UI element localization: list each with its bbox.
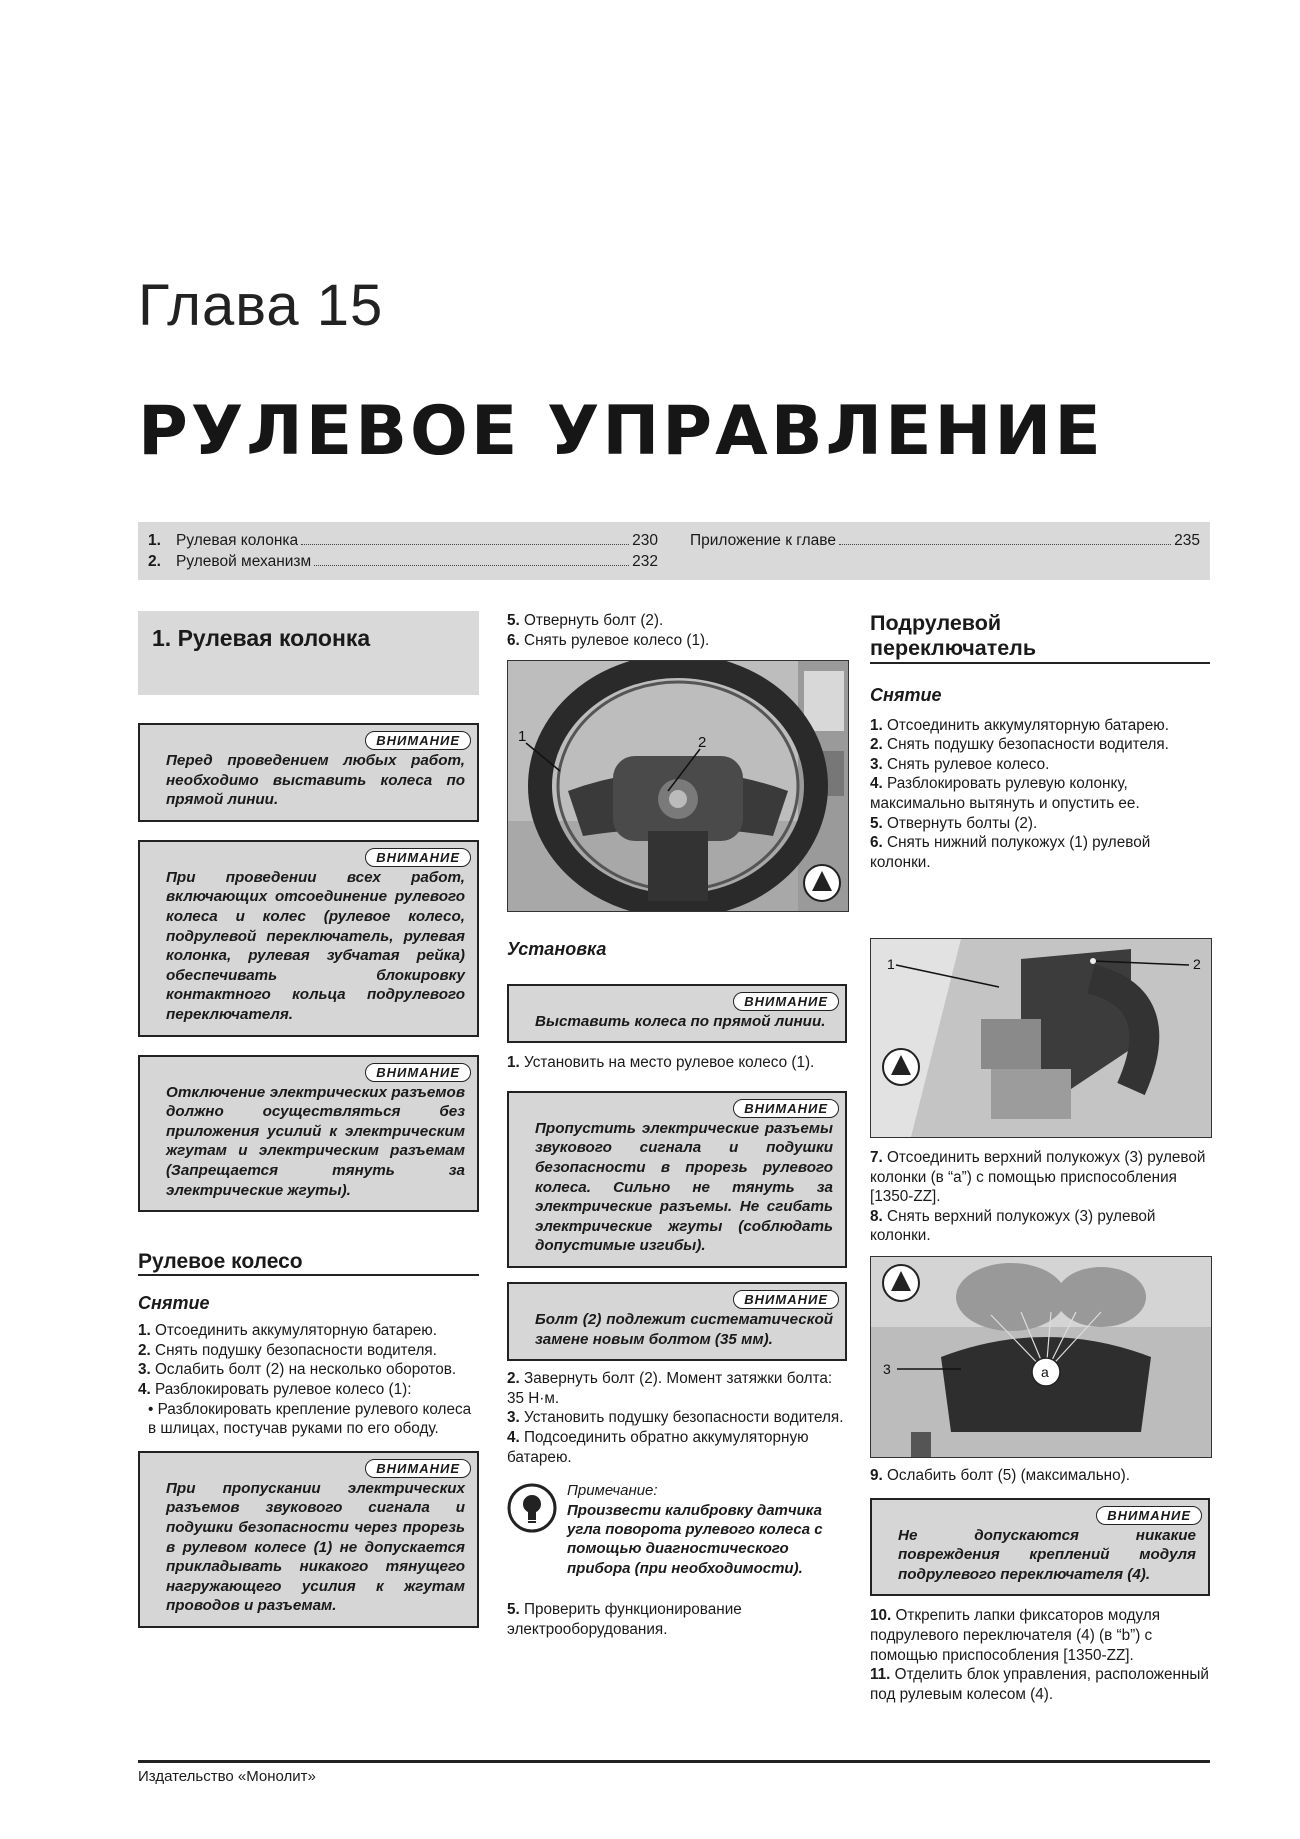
column-3-mid xyxy=(870,1148,1210,1246)
toc-item-appendix[interactable] xyxy=(690,532,1200,550)
chapter-label: Глава 15 xyxy=(138,273,384,338)
toc-label: Приложение к главе xyxy=(690,532,836,549)
toc-page: 232 xyxy=(632,553,658,570)
subsection-title: Рулевое колесо xyxy=(138,1252,479,1276)
step-item: 7. Отсоединить верхний полукожух (3) рулевой колонки (в “a”) с помощью приспособления [1350-ZZ]. xyxy=(870,1149,1206,1206)
step-item: 3. Ослабить болт (2) на несколько оборотов. xyxy=(138,1361,457,1379)
warning-box: ВНИМАНИЕ Пропустить электрические разъемы звукового сигнала и подушки безопасности в прорезь рулевого колеса. Сильно не тянуть за электрические разъемы. Не сгибать электрические жгуты (соблюдать допустимые изгибы). xyxy=(507,1091,847,1268)
photo-callout-a: a xyxy=(1041,1364,1049,1380)
warning-tag: ВНИМАНИЕ xyxy=(733,1099,839,1118)
step-item: 8. Снять верхний полукожух (3) рулевой колонки. xyxy=(870,1207,1156,1245)
publisher: Издательство «Монолит» xyxy=(138,1768,316,1785)
step-item: 5. Проверить функционирование электрооборудования. xyxy=(507,1601,742,1638)
column-2-lower xyxy=(507,940,847,1639)
photo-callout-2: 2 xyxy=(698,734,707,751)
warning-tag: ВНИМАНИЕ xyxy=(365,1063,471,1082)
step-item: 1. Установить на место рулевое колесо (1). xyxy=(507,1054,815,1072)
photo-callout-1: 1 xyxy=(518,728,527,745)
lightbulb-icon xyxy=(507,1483,557,1533)
removal-heading: Снятие xyxy=(870,685,942,705)
toc-item-1[interactable]: 1. Рулевая колонка 230 xyxy=(148,532,658,549)
step-item: 2. Снять подушку безопасности водителя. xyxy=(870,736,1169,754)
warning-tag: ВНИМАНИЕ xyxy=(365,1459,471,1478)
step-item: 2. Снять подушку безопасности водителя. xyxy=(138,1341,437,1359)
step-item: 9. Ослабить болт (5) (максимально). xyxy=(870,1467,1130,1484)
warning-tag: ВНИМАНИЕ xyxy=(365,848,471,867)
column-3 xyxy=(870,611,1210,872)
photo-callout-3: 3 xyxy=(883,1361,891,1377)
table-of-contents xyxy=(138,522,1210,580)
toc-label: Рулевой механизм xyxy=(176,553,312,570)
toc-label: Рулевая колонка xyxy=(176,532,299,549)
section-title: 1. Рулевая колонка xyxy=(152,625,371,651)
chapter-title: РУЛЕВОЕ УПРАВЛЕНИЕ xyxy=(138,392,1104,471)
warning-tag: ВНИМАНИЕ xyxy=(365,731,471,750)
warning-tag: ВНИМАНИЕ xyxy=(733,992,839,1011)
step-item: 11. Отделить блок управления, расположенный под рулевым колесом (4). xyxy=(870,1666,1209,1703)
warning-box: ВНИМАНИЕ При пропускании электрических разъемов звукового сигнала и подушки безопасности через прорезь в рулевом колесе (1) не допускается прикладывать никакого тянущего нагружающего усилия к жгутам проводов и разъемам. xyxy=(138,1451,479,1628)
removal-heading: Снятие xyxy=(138,1292,210,1313)
warning-box: ВНИМАНИЕ Перед проведением любых работ, необходимо выставить колеса по прямой линии. xyxy=(138,723,479,822)
warning-box: ВНИМАНИЕ Не допускаются никакие повреждения креплений модуля подрулевого переключателя (4). xyxy=(870,1498,1210,1597)
warning-tag: ВНИМАНИЕ xyxy=(733,1290,839,1309)
column-3-lower xyxy=(870,1466,1210,1704)
note-heading: Примечание: xyxy=(567,1482,658,1500)
warning-tag: ВНИМАНИЕ xyxy=(1096,1506,1202,1525)
note-text: Произвести калибровку датчика угла поворота рулевого колеса с помощью диагностического прибора (при необходимости). xyxy=(567,1501,823,1577)
bullet-item: • Разблокировать крепление рулевого колеса в шлицах, постучав руками по его ободу. xyxy=(148,1400,472,1438)
column-1 xyxy=(138,611,479,1628)
photo-callout-2: 2 xyxy=(1193,956,1201,972)
upper-cover-photo xyxy=(870,1256,1212,1458)
warning-box: ВНИМАНИЕ Отключение электрических разъемов должно осуществляться без приложения усилий к электрическим жгутам и электрическим разъемам (Запрещается тянуть за электрические жгуты). xyxy=(138,1055,479,1213)
warning-box: ВНИМАНИЕ Выставить колеса по прямой линии. xyxy=(507,984,847,1044)
section-header xyxy=(138,611,479,695)
toc-page: 230 xyxy=(632,532,658,549)
steering-wheel-photo xyxy=(507,660,849,912)
toc-page: 235 xyxy=(1174,532,1200,549)
footer-rule xyxy=(138,1760,1210,1763)
subsection-title: Подрулевой переключатель xyxy=(870,611,1210,664)
step-item: 5. Отвернуть болты (2). xyxy=(870,814,1038,832)
step-item: 6. Снять нижний полукожух (1) рулевой колонки. xyxy=(870,834,1151,871)
step-item: 4. Разблокировать рулевую колонку, максимально вытянуть и опустить ее. xyxy=(870,775,1140,812)
column-2 xyxy=(507,611,847,650)
warning-box: ВНИМАНИЕ При проведении всех работ, включающих отсоединение рулевого колеса и колес (рулевое колесо, подрулевой переключатель, рулевая колонка, рулевая зубчатая рейка) обеспечивать блокировку контактного кольца подрулевого переключателя. xyxy=(138,840,479,1037)
step-item: 1. Отсоединить аккумуляторную батарею. xyxy=(138,1322,438,1340)
step-item: 4. Разблокировать рулевое колесо (1): xyxy=(138,1381,412,1399)
toc-item-2[interactable]: 2. Рулевой механизм 232 xyxy=(148,553,658,570)
step-item: 10. Открепить лапки фиксаторов модуля подрулевого переключателя (4) (в “b”) с помощью приспособления [1350-ZZ]. xyxy=(870,1607,1161,1664)
step-item: 3. Снять рулевое колесо. xyxy=(870,755,1050,773)
warning-box: ВНИМАНИЕ Болт (2) подлежит систематической замене новым болтом (35 мм). xyxy=(507,1282,847,1361)
step-item: 6. Снять рулевое колесо (1). xyxy=(507,631,710,649)
photo-callout-1: 1 xyxy=(887,956,895,972)
step-item: 2. Завернуть болт (2). Момент затяжки болта: 35 Н·м. xyxy=(507,1370,833,1407)
step-item: 5. Отвернуть болт (2). xyxy=(507,612,664,629)
step-item: 4. Подсоединить обратно аккумуляторную батарею. xyxy=(507,1428,809,1466)
column-cover-photo xyxy=(870,938,1212,1138)
step-item: 3. Установить подушку безопасности водителя. xyxy=(507,1409,844,1427)
install-heading: Установка xyxy=(507,939,607,959)
step-item: 1. Отсоединить аккумуляторную батарею. xyxy=(870,716,1170,734)
note-block xyxy=(507,1481,847,1578)
